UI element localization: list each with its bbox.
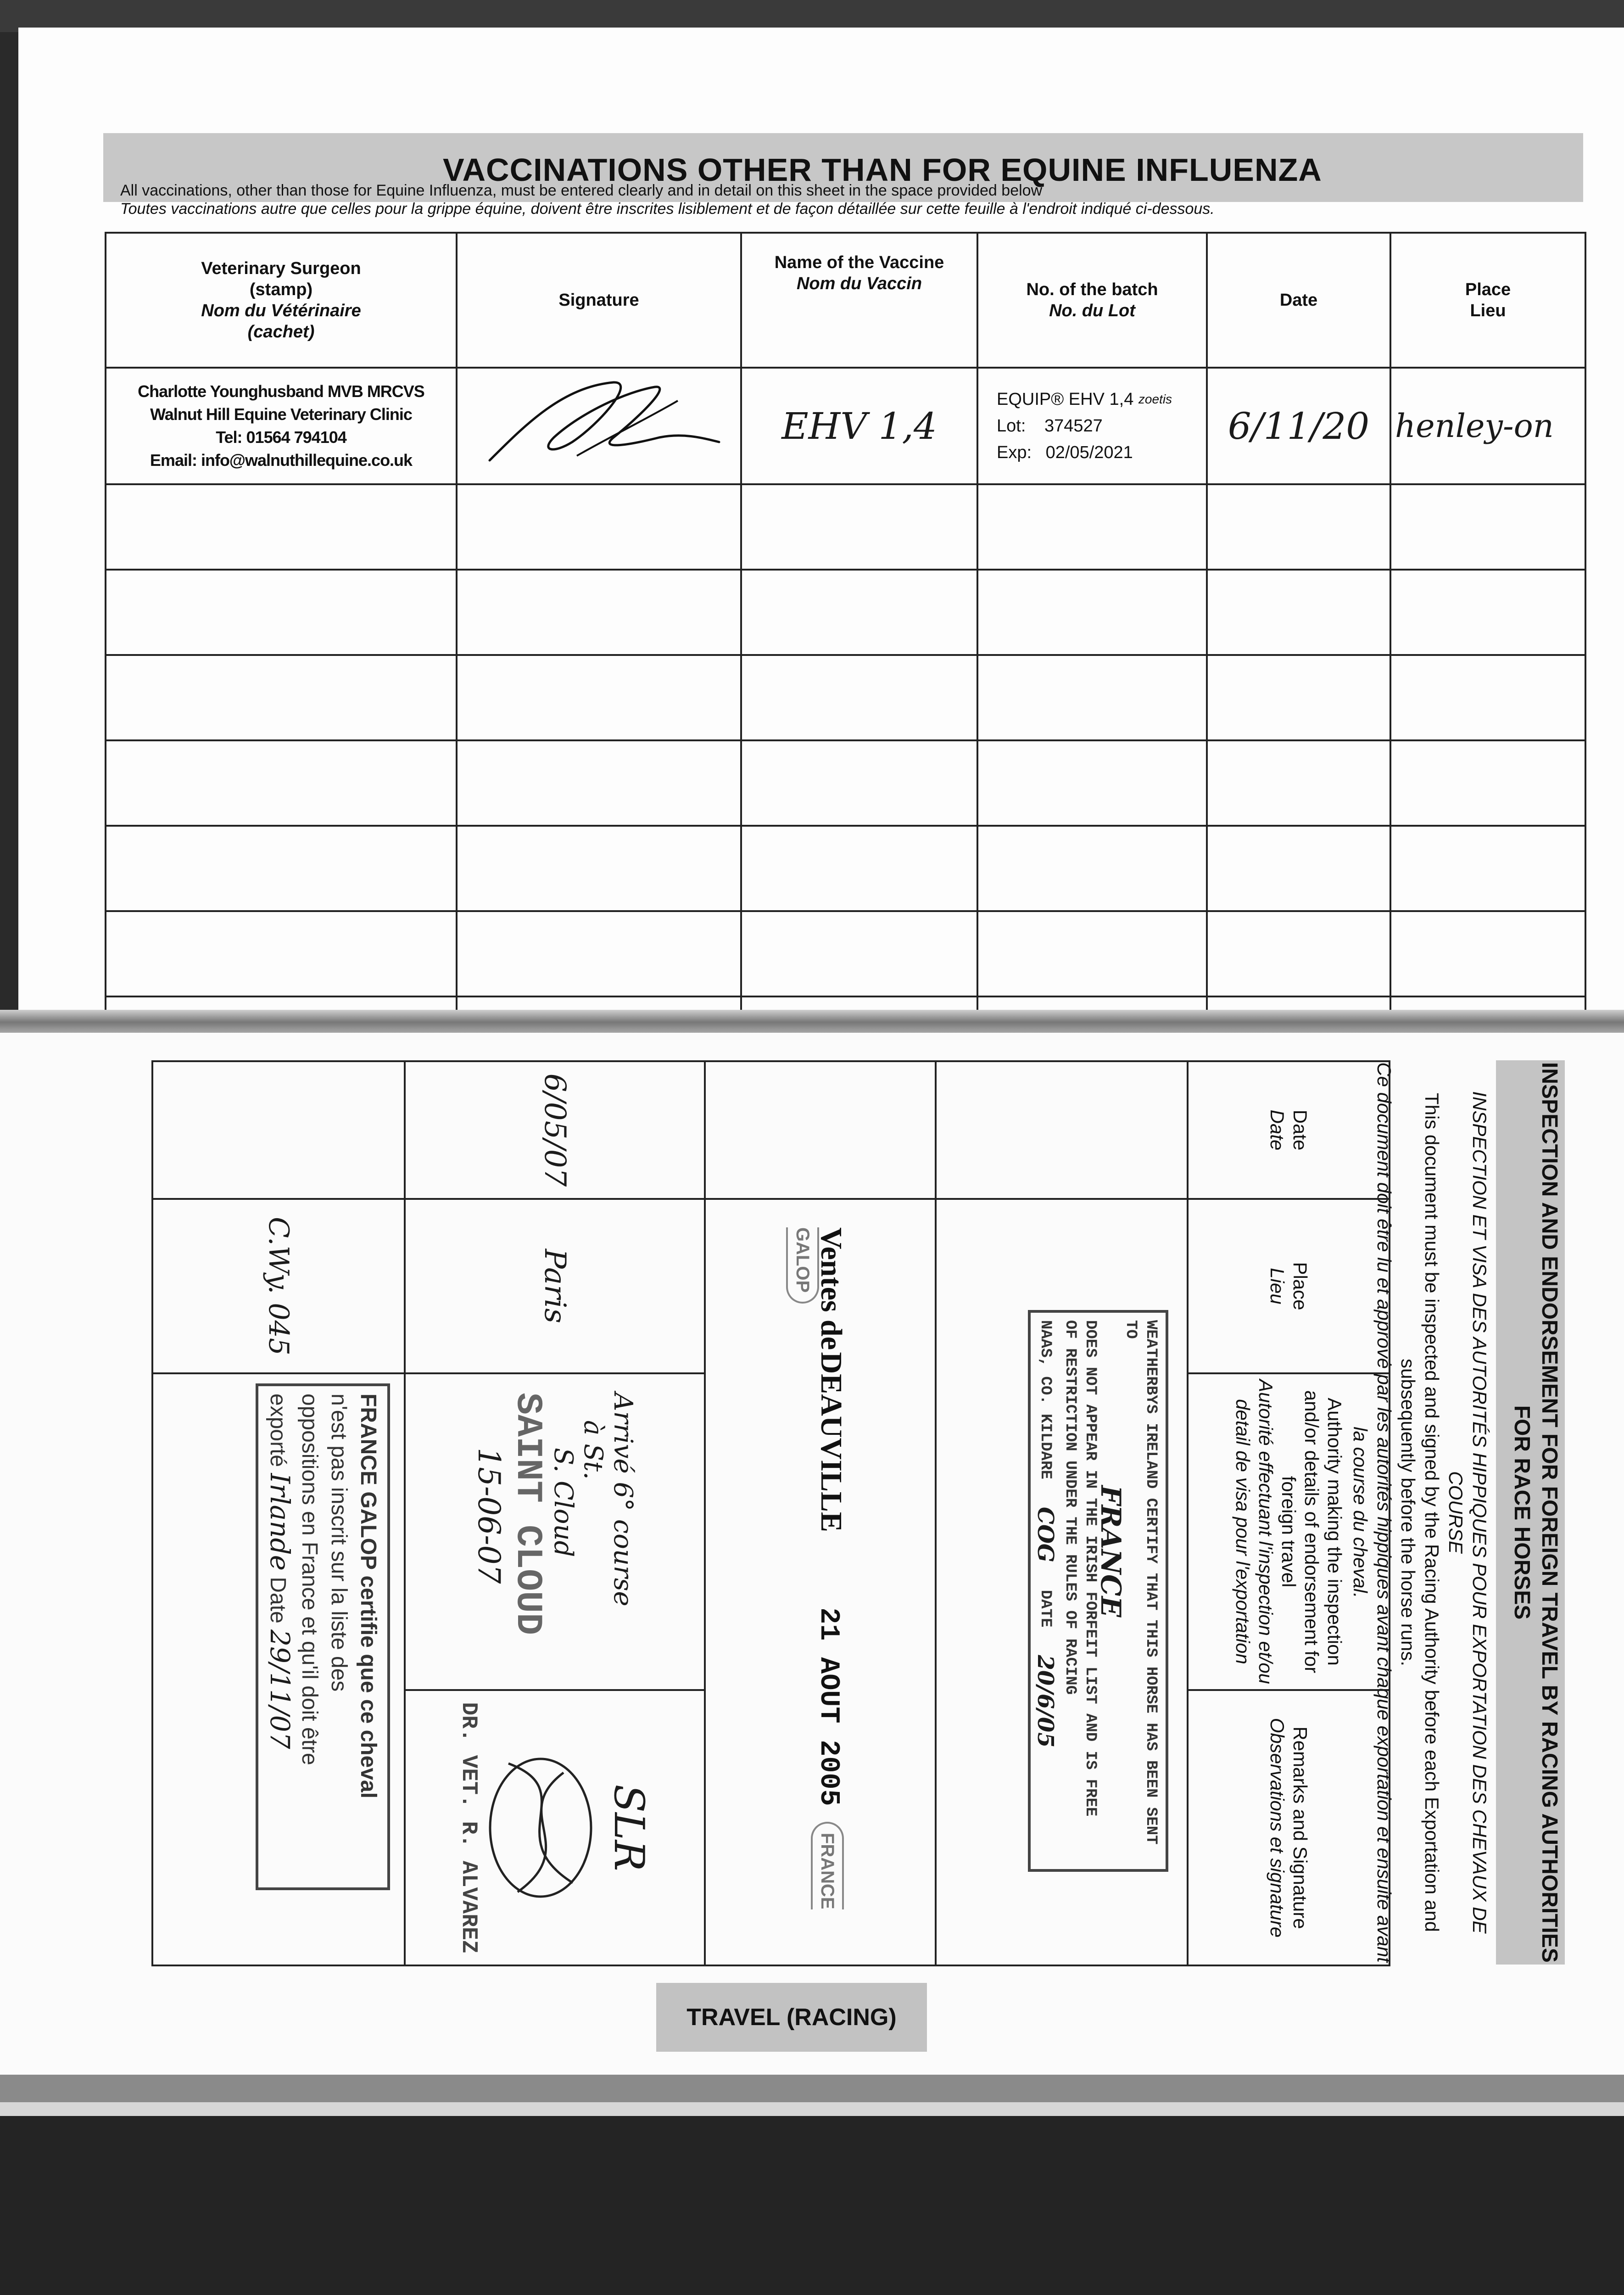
vet-name: Charlotte Younghusband MVB MRCVS	[138, 382, 424, 401]
galop-date-cell	[152, 1061, 405, 1199]
vaccination-intro	[120, 181, 1215, 218]
batch-lot-label: Lot:	[997, 416, 1026, 436]
ventes-title-a: Ventes de	[815, 1227, 848, 1350]
weatherbys-naas: NAAS, CO. KILDARE	[1037, 1320, 1055, 1479]
header-vet-1: Veterinary Surgeon	[201, 259, 361, 278]
travel-note-fr: Ce document doit être lu et approvė par les autorités hippiques avant chaque exportation et ensuite avant la course du cheval.	[1350, 1062, 1395, 1963]
header-vaccine	[741, 233, 977, 368]
travel-header-row	[1188, 1061, 1390, 1965]
travel-row-deauville	[705, 1061, 936, 1965]
travel-table	[151, 1060, 1390, 1966]
saint-cloud-initials: SLR	[605, 1784, 653, 1871]
batch-brand: zoetis	[1138, 392, 1172, 406]
deauville-cell	[705, 1199, 936, 1965]
weatherbys-date-cell	[936, 1061, 1188, 1199]
col-date-2: Date	[1267, 1109, 1289, 1151]
vaccination-entry-row	[106, 368, 1585, 484]
col-remarks-en: Remarks and Signature	[1289, 1726, 1311, 1929]
batch-product-line	[997, 386, 1206, 413]
saint-cloud-place: Paris	[537, 1248, 572, 1324]
vet-email: Email: info@walnuthillequine.co.uk	[150, 451, 413, 470]
header-vet-2: (stamp)	[249, 280, 313, 299]
galop-cert-3: oppositions en France et qu'il doit être	[297, 1394, 322, 1765]
col-place	[1188, 1199, 1390, 1373]
saint-cloud-date-cell	[405, 1061, 705, 1199]
table-row	[106, 826, 1585, 911]
col-remarks-fr: Observations et signature	[1267, 1718, 1289, 1938]
vet-stamp	[106, 380, 456, 472]
weatherbys-line3: OF RESTRICTION UNDER THE RULES OF RACING	[1061, 1320, 1079, 1695]
france-galop-stamp: FRANCE GALOP	[786, 1227, 844, 1909]
vaccine-name: EHV 1,4	[781, 404, 937, 448]
header-vaccine-1: Name of the Vaccine	[774, 253, 944, 272]
place-cell	[1390, 368, 1585, 484]
date-cell	[1207, 368, 1390, 484]
saint-cloud-place-cell	[405, 1199, 705, 1373]
travel-header-bar	[1496, 1060, 1565, 1965]
col-authority-fr: Autorité effectuant l'inspection et/ou detail de visa pour l'exportation	[1232, 1379, 1277, 1685]
table-row	[106, 484, 1585, 570]
travel-header-fr-1: INSPECTION ET VISA DES AUTORITÉS HIPPIQUES POUR EXPORTATION DES CHEVAUX DE	[1469, 1091, 1490, 1934]
vet-clinic: Walnut Hill Equine Veterinary Clinic	[150, 405, 412, 424]
batch-cell	[977, 368, 1207, 484]
header-batch-2: No. du Lot	[1049, 301, 1135, 320]
batch-exp: 02/05/2021	[1045, 443, 1133, 462]
galop-date-label: Date	[265, 1577, 290, 1623]
header-vet	[106, 233, 457, 368]
galop-cert-4: exporté	[265, 1394, 290, 1467]
intro-en: All vaccinations, other than those for Equine Influenza, must be entered clearly and in detail on this sheet in the space provided below	[120, 182, 1043, 199]
saint-cloud-date: 6/05/07	[537, 1073, 572, 1187]
vet-stamp-cell	[106, 368, 457, 484]
header-batch	[977, 233, 1207, 368]
weatherbys-initials: COG	[1032, 1506, 1059, 1562]
ventes-title-b: DEAUVILLE	[815, 1352, 848, 1532]
travel-row-weatherbys	[936, 1061, 1188, 1965]
page-edge-band-light	[0, 2102, 1624, 2116]
travel-row-france-galop	[152, 1061, 405, 1965]
weatherbys-line2: DOES NOT APPEAR IN THE IRISH FORFEIT LIST AND IS FREE	[1082, 1320, 1099, 1817]
page-edge-band	[0, 2075, 1624, 2102]
travel-header-en-2: FOR RACE HORSES	[1510, 1405, 1534, 1620]
intro-fr: Toutes vaccinations autre que celles pour la grippe équine, doivent être inscrites lisiblement et de façon détaillée sur cette feuille à l'endroit indiqué ci-dessous.	[120, 200, 1215, 218]
batch-product: EQUIP® EHV 1,4	[997, 390, 1134, 409]
travel-note-en: This document must be inspected and signed by the Racing Authority before each Exportation and subsequently before the horse runs.	[1397, 1092, 1443, 1932]
col-authority	[1188, 1373, 1390, 1690]
header-vet-3: Nom du Vétérinaire	[201, 301, 361, 320]
header-batch-1: No. of the batch	[1026, 280, 1158, 299]
vaccination-table	[105, 232, 1586, 1083]
saint-cloud-vet: DR. VET. R. ALVAREZ	[456, 1702, 481, 1954]
header-place-2: Lieu	[1470, 301, 1506, 320]
header-place	[1390, 233, 1585, 368]
saint-cloud-stamp-date: 15-06-07	[471, 1448, 507, 1584]
weatherbys-date-label: DATE	[1037, 1590, 1055, 1628]
vaccination-date: 6/11/20	[1228, 404, 1370, 448]
page-title: VACCINATIONS OTHER THAN FOR EQUINE INFLUENZA	[443, 152, 1322, 188]
deauville-date-cell	[705, 1061, 936, 1199]
travel-header-fr-2: COURSE	[1445, 1471, 1467, 1554]
vet-tel: Tel: 01564 794104	[216, 428, 346, 447]
header-date: Date	[1207, 233, 1390, 368]
ventes-date: 21 AOUT 2005	[813, 1607, 844, 1806]
travel-row-saint-cloud	[405, 1061, 705, 1965]
weatherbys-cell	[936, 1199, 1188, 1965]
travel-section-tab: TRAVEL (RACING)	[656, 1983, 927, 2052]
col-date	[1188, 1061, 1390, 1199]
weatherbys-footer	[1032, 1320, 1059, 1862]
galop-cert-4-line	[263, 1394, 295, 1880]
col-place-2: Lieu	[1267, 1268, 1289, 1304]
header-place-1: Place	[1465, 280, 1511, 299]
saint-cloud-remarks-cell	[405, 1690, 705, 1965]
galop-date: 29/11/07	[264, 1629, 296, 1749]
galop-place-cell	[152, 1199, 405, 1373]
weatherbys-date: 20/6/05	[1032, 1655, 1059, 1748]
saint-cloud-note-1: Arrivé 6° course	[608, 1393, 638, 1606]
header-signature: Signature	[457, 233, 741, 368]
france-galop-cert-stamp	[256, 1383, 390, 1890]
batch-lot: 374527	[1044, 416, 1103, 436]
table-row	[106, 740, 1585, 826]
saint-cloud-note-2: à St.	[578, 1420, 608, 1480]
weatherbys-line1: WEATHERBYS IRELAND CERTIFY THAT THIS HORSE HAS BEEN SENT TO	[1122, 1320, 1160, 1845]
col-remarks	[1188, 1690, 1390, 1965]
batch-exp-line	[997, 439, 1206, 466]
saint-cloud-authority-cell	[405, 1373, 705, 1690]
col-date-1: Date	[1289, 1109, 1311, 1151]
weatherbys-destination: FRANCE	[1094, 1485, 1127, 1618]
col-place-1: Place	[1289, 1262, 1311, 1310]
vaccine-cell	[741, 368, 977, 484]
scan-bottom-edge	[0, 2075, 1624, 2295]
table-row	[106, 570, 1585, 655]
table-row	[106, 655, 1585, 740]
saint-cloud-stamp: SAINT CLOUD	[507, 1393, 549, 1635]
galop-destination: Irlande	[264, 1473, 296, 1571]
signature-cell	[457, 368, 741, 484]
table-row	[106, 911, 1585, 996]
batch-label	[978, 386, 1206, 466]
galop-cell	[152, 1373, 405, 1965]
travel-rotated-content	[50, 1060, 1565, 2001]
weatherbys-stamp	[1028, 1310, 1168, 1872]
header-vet-4: (cachet)	[247, 322, 315, 341]
galop-cert-1: FRANCE GALOP certifie que ce cheval	[356, 1394, 380, 1799]
galop-cert-2: n'est pas inscrit sur la liste des	[326, 1394, 351, 1692]
col-authority-en: Authority making the inspection and/or details of endorsement for foreign travel	[1278, 1390, 1346, 1674]
saint-cloud-note-3: S. Cloud	[548, 1448, 579, 1557]
travel-header-fr	[1444, 1060, 1491, 1965]
vet-signature	[462, 369, 737, 483]
batch-lot-line	[997, 413, 1206, 439]
vaccination-header-row	[106, 233, 1585, 368]
galop-place: C.Wy. 045	[262, 1217, 295, 1355]
travel-header-en-1: INSPECTION AND ENDORSEMENT FOR FOREIGN TRAVEL BY RACING AUTHORITIES	[1537, 1062, 1562, 1963]
batch-exp-label: Exp:	[997, 443, 1032, 462]
header-vaccine-2: Nom du Vaccin	[796, 274, 922, 293]
vaccination-place: henley-on	[1395, 407, 1554, 445]
saint-cloud-signature	[481, 1745, 600, 1910]
